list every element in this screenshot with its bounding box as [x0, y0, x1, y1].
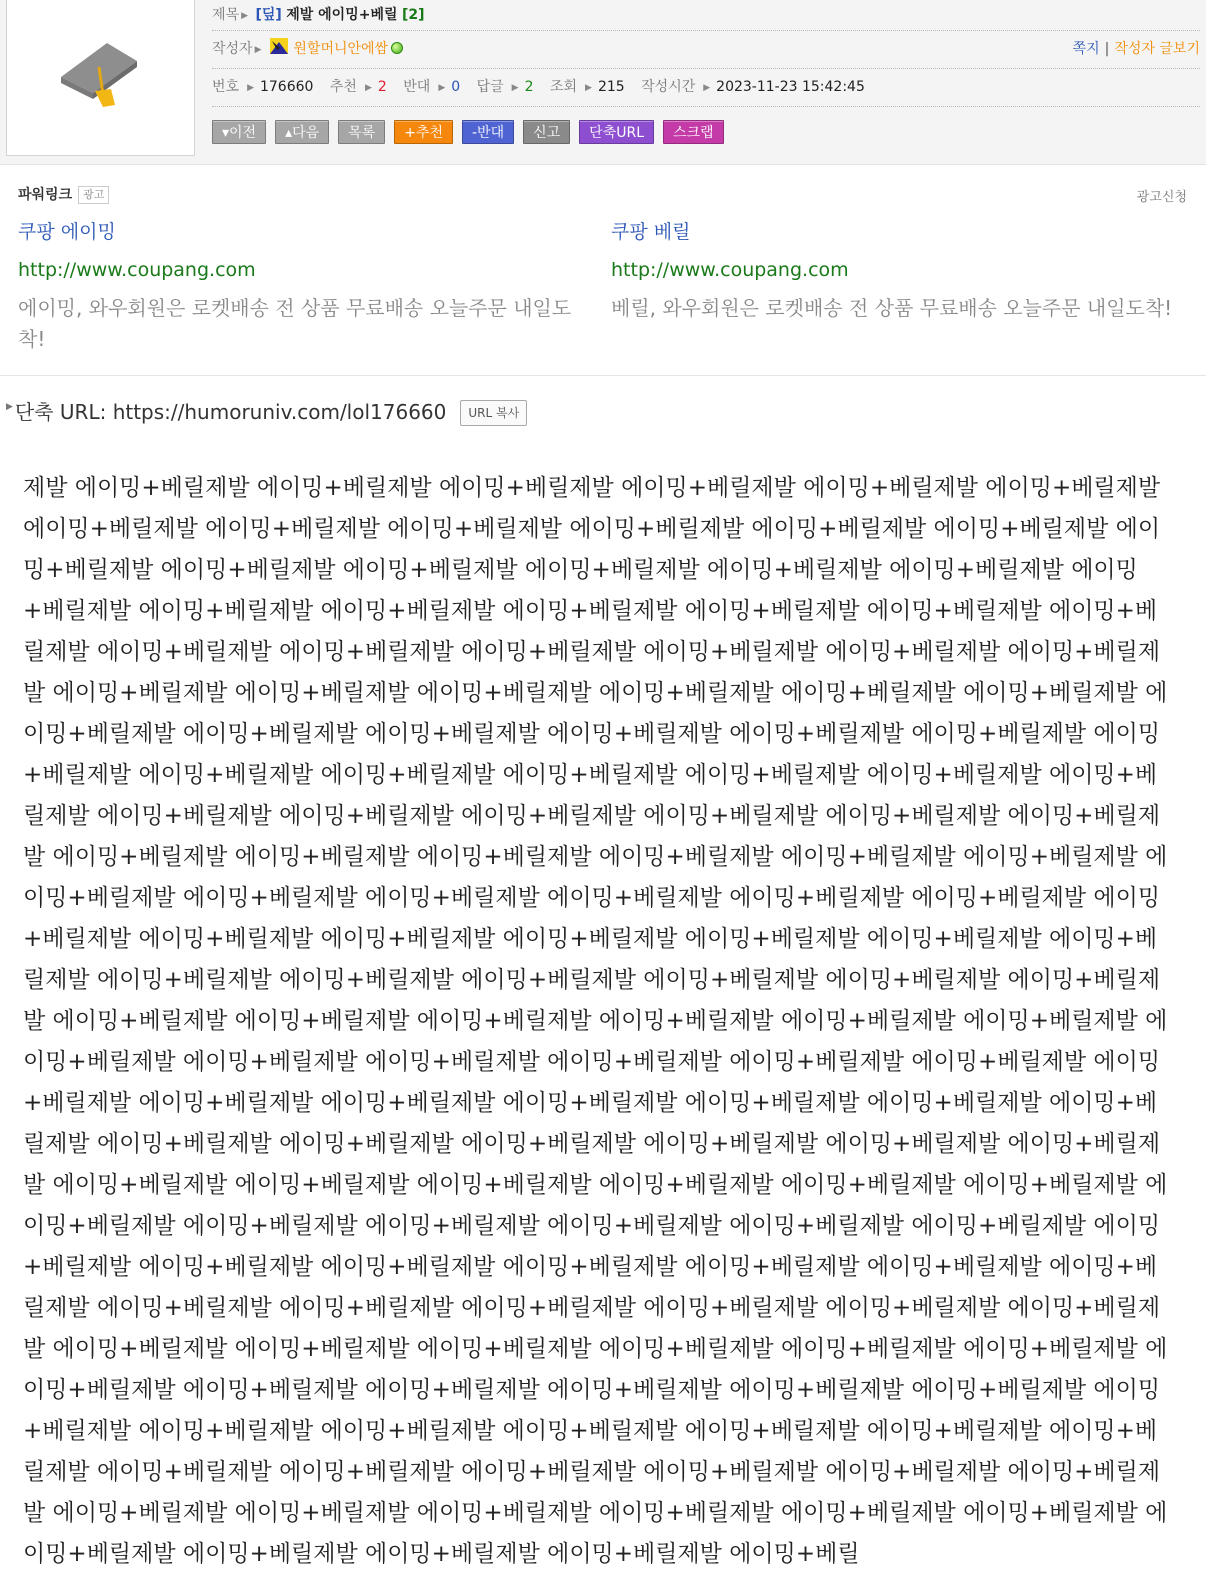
recommend-count: 추천 ▶ 2 [329, 79, 387, 95]
ad-tag: 광고 [78, 186, 109, 204]
ad-item[interactable] [18, 219, 586, 355]
recommend-button[interactable]: +추천 [394, 120, 453, 144]
short-url-button[interactable]: 단축URL [579, 120, 654, 144]
separator: | [1104, 41, 1110, 57]
post-title: 제발 에이밍+베릴 [286, 7, 398, 23]
report-button[interactable]: 신고 [523, 120, 570, 144]
list-button[interactable]: 목록 [338, 120, 385, 144]
powerlink-section [0, 165, 1206, 376]
scrap-button[interactable]: 스크랩 [663, 120, 724, 144]
author-posts-link[interactable]: 작성자 글보기 [1114, 41, 1200, 57]
copy-url-button[interactable]: URL 복사 [460, 400, 527, 426]
online-status-icon [391, 42, 403, 54]
author-label: 작성자 [212, 41, 253, 57]
short-url-row [6, 396, 527, 426]
ad-description: 베릴, 와우회원은 로켓배송 전 상품 무료배송 오늘주문 내일도착! [611, 296, 1173, 320]
graduation-cap-icon [59, 37, 139, 109]
view-count: 조회 ▶ 215 [549, 79, 625, 95]
user-level-icon [269, 36, 289, 56]
post-thumbnail [6, 0, 195, 156]
arrow-right-icon: ▶ [254, 45, 262, 55]
post-category: [딮] [255, 7, 282, 23]
ad-url[interactable]: http://www.coupang.com [611, 259, 849, 281]
author-row [212, 31, 1200, 69]
ad-title[interactable]: 쿠팡 에이밍 [18, 221, 116, 243]
post-header [0, 0, 1206, 165]
meta-row [212, 69, 1200, 107]
subject-row [212, 0, 1200, 31]
ad-description: 에이밍, 와우회원은 로켓배송 전 상품 무료배송 오늘주문 내일도착! [18, 296, 572, 351]
subject-label: 제목 [212, 7, 240, 23]
author-name[interactable]: 원할머니안에쌈 [293, 41, 389, 57]
ad-item[interactable] [611, 219, 1179, 324]
oppose-button[interactable]: -반대 [462, 120, 514, 144]
ad-url[interactable]: http://www.coupang.com [18, 259, 256, 281]
prev-button[interactable]: ▾이전 [212, 120, 266, 144]
post-number: 번호 ▶ 176660 [212, 79, 314, 95]
ad-title[interactable]: 쿠팡 베릴 [611, 221, 691, 243]
post-time: 작성시간 ▶ 2023-11-23 15:42:45 [641, 79, 865, 95]
arrow-right-icon: ▶ [6, 402, 13, 412]
action-buttons [212, 120, 724, 148]
post-body: 제발 에이밍+베릴제발 에이밍+베릴제발 에이밍+베릴제발 에이밍+베릴제발 에이밍+베릴제발 에이밍+베릴제발 에이밍+베릴제발 에이밍+베릴제발 에이밍+베릴제발 에이밍+베릴제발 에이밍+베릴제발 에이밍+베릴제발 에이밍+베릴제발 에이밍+베릴제발 에이밍+베릴제발 에이밍+베릴제발 에이밍+베릴제발 에이밍+베릴제발 에이밍+베릴제발 에이밍+베릴제발 에이밍+베릴제발 에이밍+베릴제발 에이밍+베릴제발 에이밍+베릴제발 에이밍+베릴제발 에이밍+베릴제발 에이밍+베릴제발 에이밍+베릴제발 에이밍+베릴제발 에이밍+베릴제발 에이밍+베릴제발 에이밍+베릴제발 에이밍+베릴제발 에이밍+베릴제발 에이밍+베릴제발 에이밍+베릴제발 에이밍+베릴제발 에이밍+베릴제발 에이밍+베릴제발 에이밍+베릴제발 에이밍+베릴제발 에이밍+베릴제발 에이밍+베릴제발 에이밍+베릴제발 에이밍+베릴제발 에이밍+베릴제발 에이밍+베릴제발 에이밍+베릴제발 에이밍+베릴제발 에이밍+베릴제발 에이밍+베릴제발 에이밍+베릴제발 에이밍+베릴제발 에이밍+베릴제발 에이밍+베릴제발 에이밍+베릴제발 에이밍+베릴제발 에이밍+베릴제발 에이밍+베릴제발 에이밍+베릴제발 에이밍+베릴제발 에이밍+베릴제발 에이밍+베릴제발 에이밍+베릴제발 에이밍+베릴제발 에이밍+베릴제발 에이밍+베릴제발 에이밍+베릴제발 에이밍+베릴제발 에이밍+베릴제발 에이밍+베릴제발 에이밍+베릴제발 에이밍+베릴제발 에이밍+베릴제발 에이밍+베릴제발 에이밍+베릴제발 에이밍+베릴제발 에이밍+베릴제발 에이밍+베릴제발 에이밍+베릴제발 에이밍+베릴제발 에이밍+베릴제발 에이밍+베릴제발 에이밍+베릴제발 에이밍+베릴제발 에이밍+베릴제발 에이밍+베릴제발 에이밍+베릴제발 에이밍+베릴제발 에이밍+베릴제발 에이밍+베릴제발 에이밍+베릴제발 에이밍+베릴제발 에이밍+베릴제발 에이밍+베릴제발 에이밍+베릴제발 에이밍+베릴제발 에이밍+베릴제발 에이밍+베릴제발 에이밍+베릴제발 에이밍+베릴제발 에이밍+베릴제발 에이밍+베릴제발 에이밍+베릴제발 에이밍+베릴제발 에이밍+베릴제발 에이밍+베릴제발 에이밍+베릴제발 에이밍+베릴제발 에이밍+베릴제발 에이밍+베릴제발 에이밍+베릴제발 에이밍+베릴제발 에이밍+베릴제발 에이밍+베릴제발 에이밍+베릴제발 에이밍+베릴제발 에이밍+베릴제발 에이밍+베릴제발 에이밍+베릴제발 에이밍+베릴제발 에이밍+베릴제발 에이밍+베릴제발 에이밍+베릴제발 에이밍+베릴제발 에이밍+베릴제발 에이밍+베릴제발 에이밍+베릴제발 에이밍+베릴제발 에이밍+베릴제발 에이밍+베릴제발 에이밍+베릴제발 에이밍+베릴제발 에이밍+베릴제발 에이밍+베릴제발 에이밍+베릴제발 에이밍+베릴제발 에이밍+베릴제발 에이밍+베릴제발 에이밍+베릴제발 에이밍+베릴제발 에이밍+베릴제발 에이밍+베릴제발 에이밍+베릴제발 에이밍+베릴제발 에이밍+베릴제발 에이밍+베릴제발 에이밍+베릴제발 에이밍+베릴제발 에이밍+베릴제발 에이밍+베릴제발 에이밍+베릴제발 에이밍+베릴제발 에이밍+베릴제발 에이밍+베릴제발 에이밍+베릴제발 에이밍+베릴제발 에이밍+베릴제발 에이밍+베릴제발 에이밍+베릴제발 에이밍+베릴제발 에이밍+베릴제발 에이밍+베릴제발 에이밍+베릴제발 에이밍+베릴제발 에이밍+베릴제발 에이밍+베릴 [23, 475, 1168, 1567]
message-link[interactable]: 쪽지 [1072, 41, 1100, 57]
oppose-count: 반대 ▶ 0 [403, 79, 461, 95]
powerlink-title: 파워링크 광고 [18, 184, 109, 204]
comment-count[interactable]: [2] [401, 7, 425, 23]
ad-request-link[interactable]: 광고신청 [1136, 190, 1187, 205]
next-button[interactable]: ▴다음 [275, 120, 329, 144]
short-url-text: 단축 URL: https://humoruniv.com/lol176660 [14, 400, 447, 424]
reply-count: 답글 ▶ 2 [476, 79, 534, 95]
arrow-right-icon: ▶ [241, 11, 248, 21]
